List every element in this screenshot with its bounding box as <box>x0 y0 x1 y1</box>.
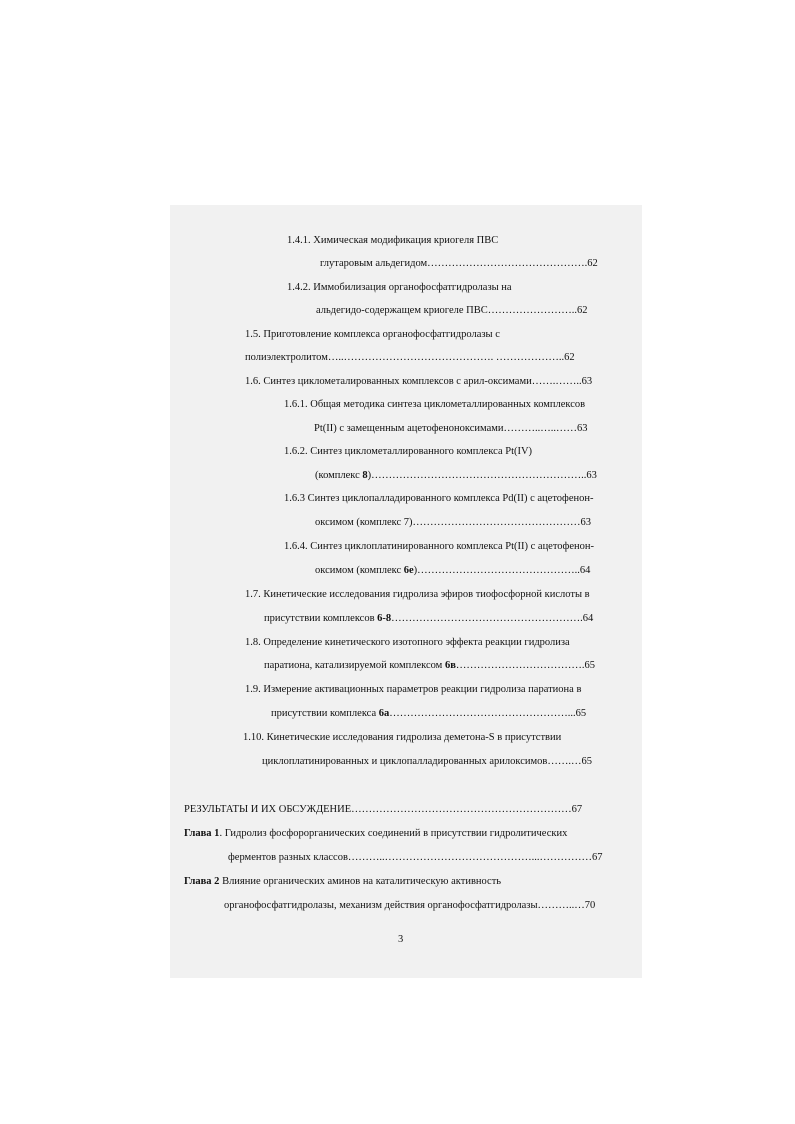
toc-entry: 1.6. Синтез циклометалированных комплексов с арил-оксимами…….……..63 <box>245 376 593 387</box>
page-number: 3 <box>398 934 404 945</box>
toc-entry: органофосфатгидролазы, механизм действия органофосфатгидролазы………..…70 <box>224 900 596 911</box>
toc-entry: паратиона, катализируемой комплексом 6в……………………………….65 <box>264 660 596 671</box>
toc-entry: присутствии комплекса 6а……………………………………………...65 <box>271 708 587 719</box>
toc-entry: ферментов разных классов………..……………………………………...……………67 <box>228 852 603 863</box>
toc-entry: 1.5. Приготовление комплекса органофосфатгидролазы с <box>245 329 500 340</box>
toc-entry: полиэлектролитом…..……………………………………. ………………..62 <box>245 352 575 363</box>
toc-entry: оксимом (комплекс 7)…………………………………………63 <box>315 517 591 528</box>
toc-entry: 1.6.4. Синтез циклоплатинированного комплекса Pt(II) с ацетофенон- <box>284 541 594 552</box>
toc-entry: (комплекс 8)……………………………………………………..63 <box>315 470 597 481</box>
toc-entry: Pt(II) с замещенным ацетофеноноксимами………..…..……63 <box>314 423 588 434</box>
toc-entry: 1.7. Кинетические исследования гидролиза эфиров тиофосфорной кислоты в <box>245 589 590 600</box>
toc-entry: оксимом (комплекс 6е)………………………………………..64 <box>315 565 591 576</box>
toc-chapter: Глава 1. Гидролиз фосфорорганических соединений в присутствии гидролитических <box>184 828 568 839</box>
toc-chapter: Глава 2 Влияние органических аминов на каталитическую активность <box>184 876 502 887</box>
toc-entry: 1.10. Кинетические исследования гидролиза деметона-S в присутствии <box>243 732 562 743</box>
toc-entry: присутствии комплексов 6-8……………………………………………….64 <box>264 613 594 624</box>
toc-entry: глутаровым альдегидом……………………………………….62 <box>320 258 598 269</box>
toc-entry: 1.4.1. Химическая модификация криогеля ПВС <box>287 235 499 246</box>
toc-entry: 1.6.1. Общая методика синтеза циклометаллированных комплексов <box>284 399 586 410</box>
toc-entry: 1.6.3 Синтез циклопалладированного комплекса Pd(II) с ацетофенон- <box>284 493 594 504</box>
toc-entry: 1.9. Измерение активационных параметров реакции гидролиза паратиона в <box>245 684 582 695</box>
toc-entry: циклоплатинированных и циклопалладированных арилоксимов…….…65 <box>262 756 592 767</box>
toc-section-heading: РЕЗУЛЬТАТЫ И ИХ ОБСУЖДЕНИЕ………………………………………………………67 <box>184 804 583 815</box>
toc-entry: альдегидо-содержащем криогеле ПВС……………………..62 <box>316 305 588 316</box>
toc-entry: 1.6.2. Синтез циклометаллированного комплекса Pt(IV) <box>284 446 533 457</box>
toc-entry: 1.8. Определение кинетического изотопного эффекта реакции гидролиза <box>245 637 570 648</box>
toc-entry: 1.4.2. Иммобилизация органофосфатгидролазы на <box>287 282 512 293</box>
